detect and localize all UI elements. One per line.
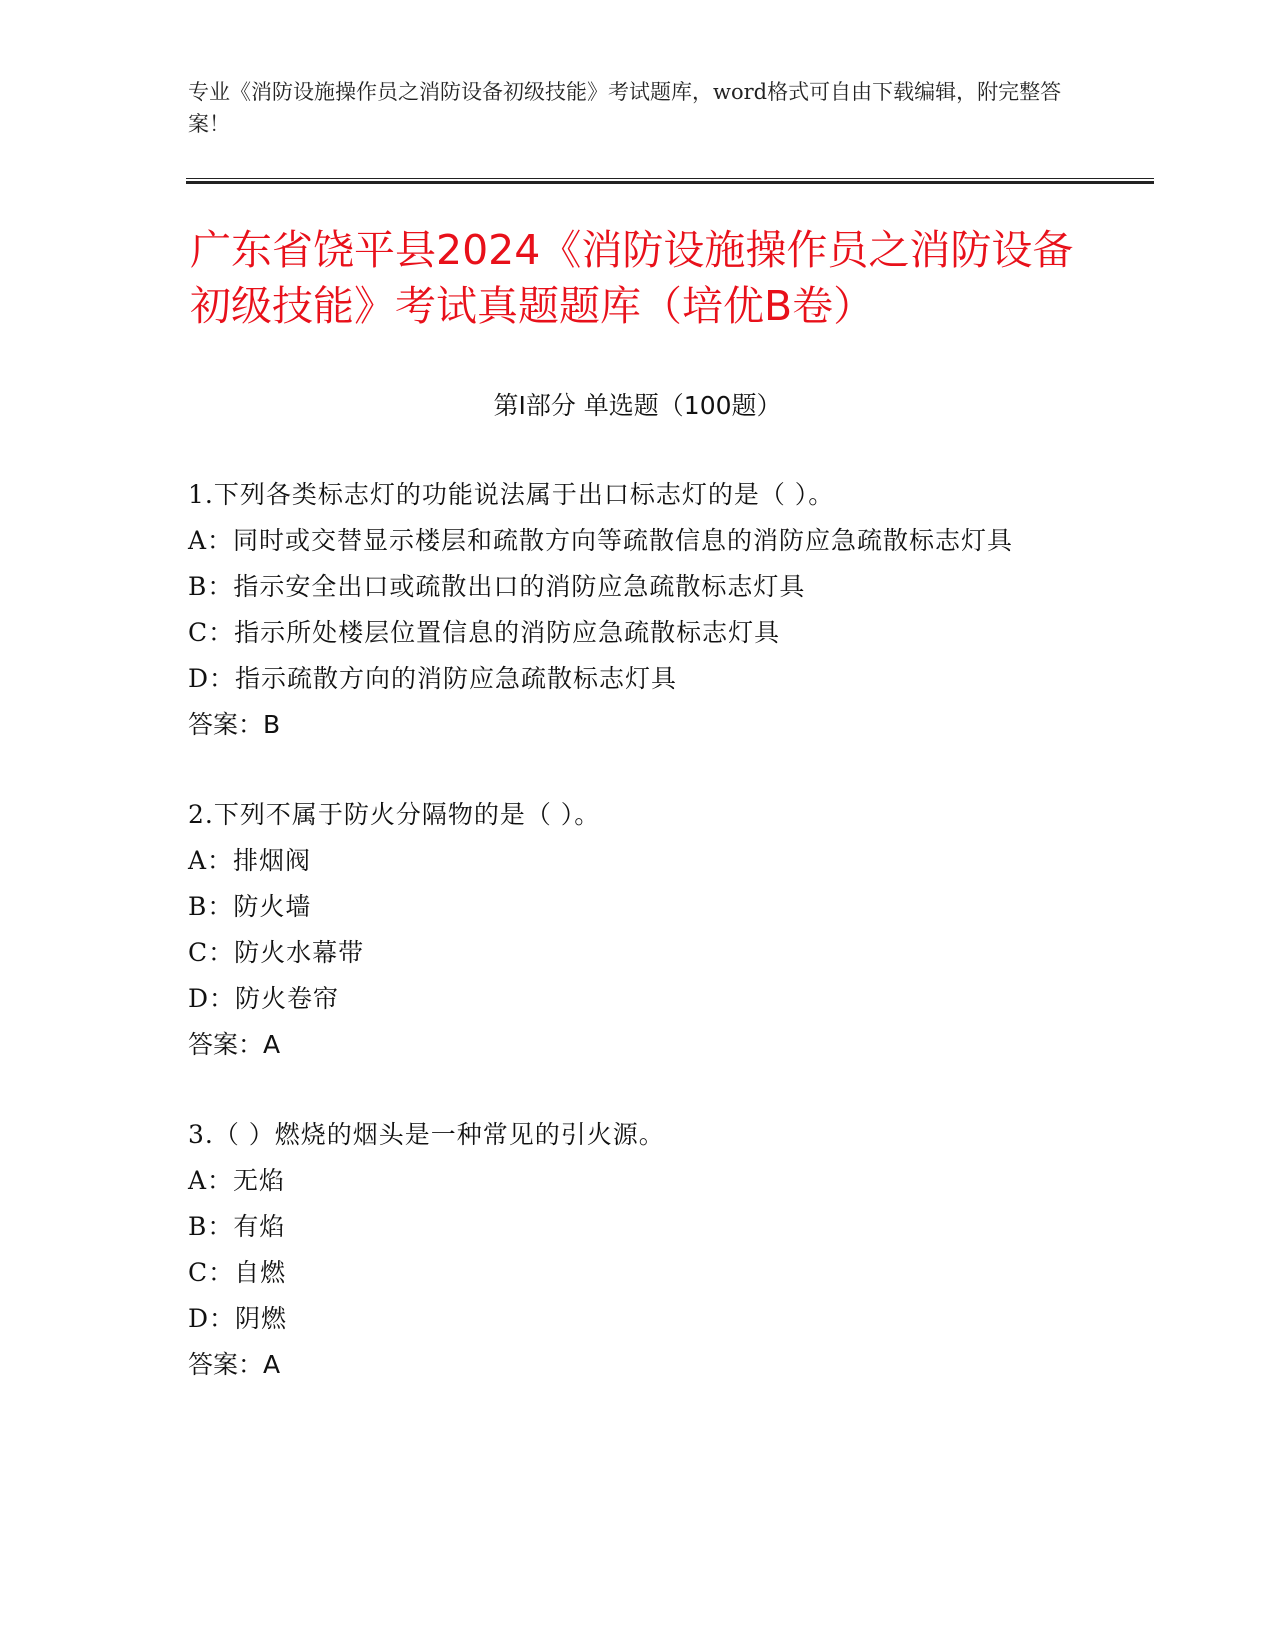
option-d: D：阴燃: [188, 1304, 288, 1333]
option-d: D：防火卷帘: [188, 984, 340, 1013]
option-c: C：自燃: [188, 1258, 287, 1287]
option-b: B：指示安全出口或疏散出口的消防应急疏散标志灯具: [188, 572, 806, 601]
header-divider: [186, 178, 1154, 184]
option-d: D：指示疏散方向的消防应急疏散标志灯具: [188, 664, 678, 693]
option-a: A：排烟阀: [188, 846, 312, 875]
question-stem: 1.下列各类标志灯的功能说法属于出口标志灯的是（ ）。: [188, 480, 835, 509]
question-2: [188, 792, 1088, 1068]
option-b: B：有焰: [188, 1212, 286, 1241]
question-1: [188, 472, 1088, 748]
document-title: 广东省饶平县2024《消防设施操作员之消防设备初级技能》考试真题题库（培优B卷）: [190, 226, 1074, 330]
option-a: A：无焰: [188, 1166, 286, 1195]
option-c: C：防火水幕带: [188, 938, 365, 967]
question-3: [188, 1112, 1088, 1388]
question-stem: 3.（ ）燃烧的烟头是一种常见的引火源。: [188, 1120, 665, 1149]
option-c: C：指示所处楼层位置信息的消防应急疏散标志灯具: [188, 618, 781, 647]
question-list: [188, 472, 1088, 1432]
option-a: A：同时或交替显示楼层和疏散方向等疏散信息的消防应急疏散标志灯具: [188, 526, 1014, 555]
answer: 答案：A: [188, 1350, 281, 1379]
option-b: B：防火墙: [188, 892, 312, 921]
question-stem: 2.下列不属于防火分隔物的是（ ）。: [188, 800, 601, 829]
header-note: 专业《消防设施操作员之消防设备初级技能》考试题库，word格式可自由下载编辑，附完整答案！: [188, 80, 1062, 136]
answer: 答案：A: [188, 1030, 281, 1059]
section-heading: 第I部分 单选题（100题）: [493, 391, 782, 420]
answer: 答案：B: [188, 710, 281, 739]
